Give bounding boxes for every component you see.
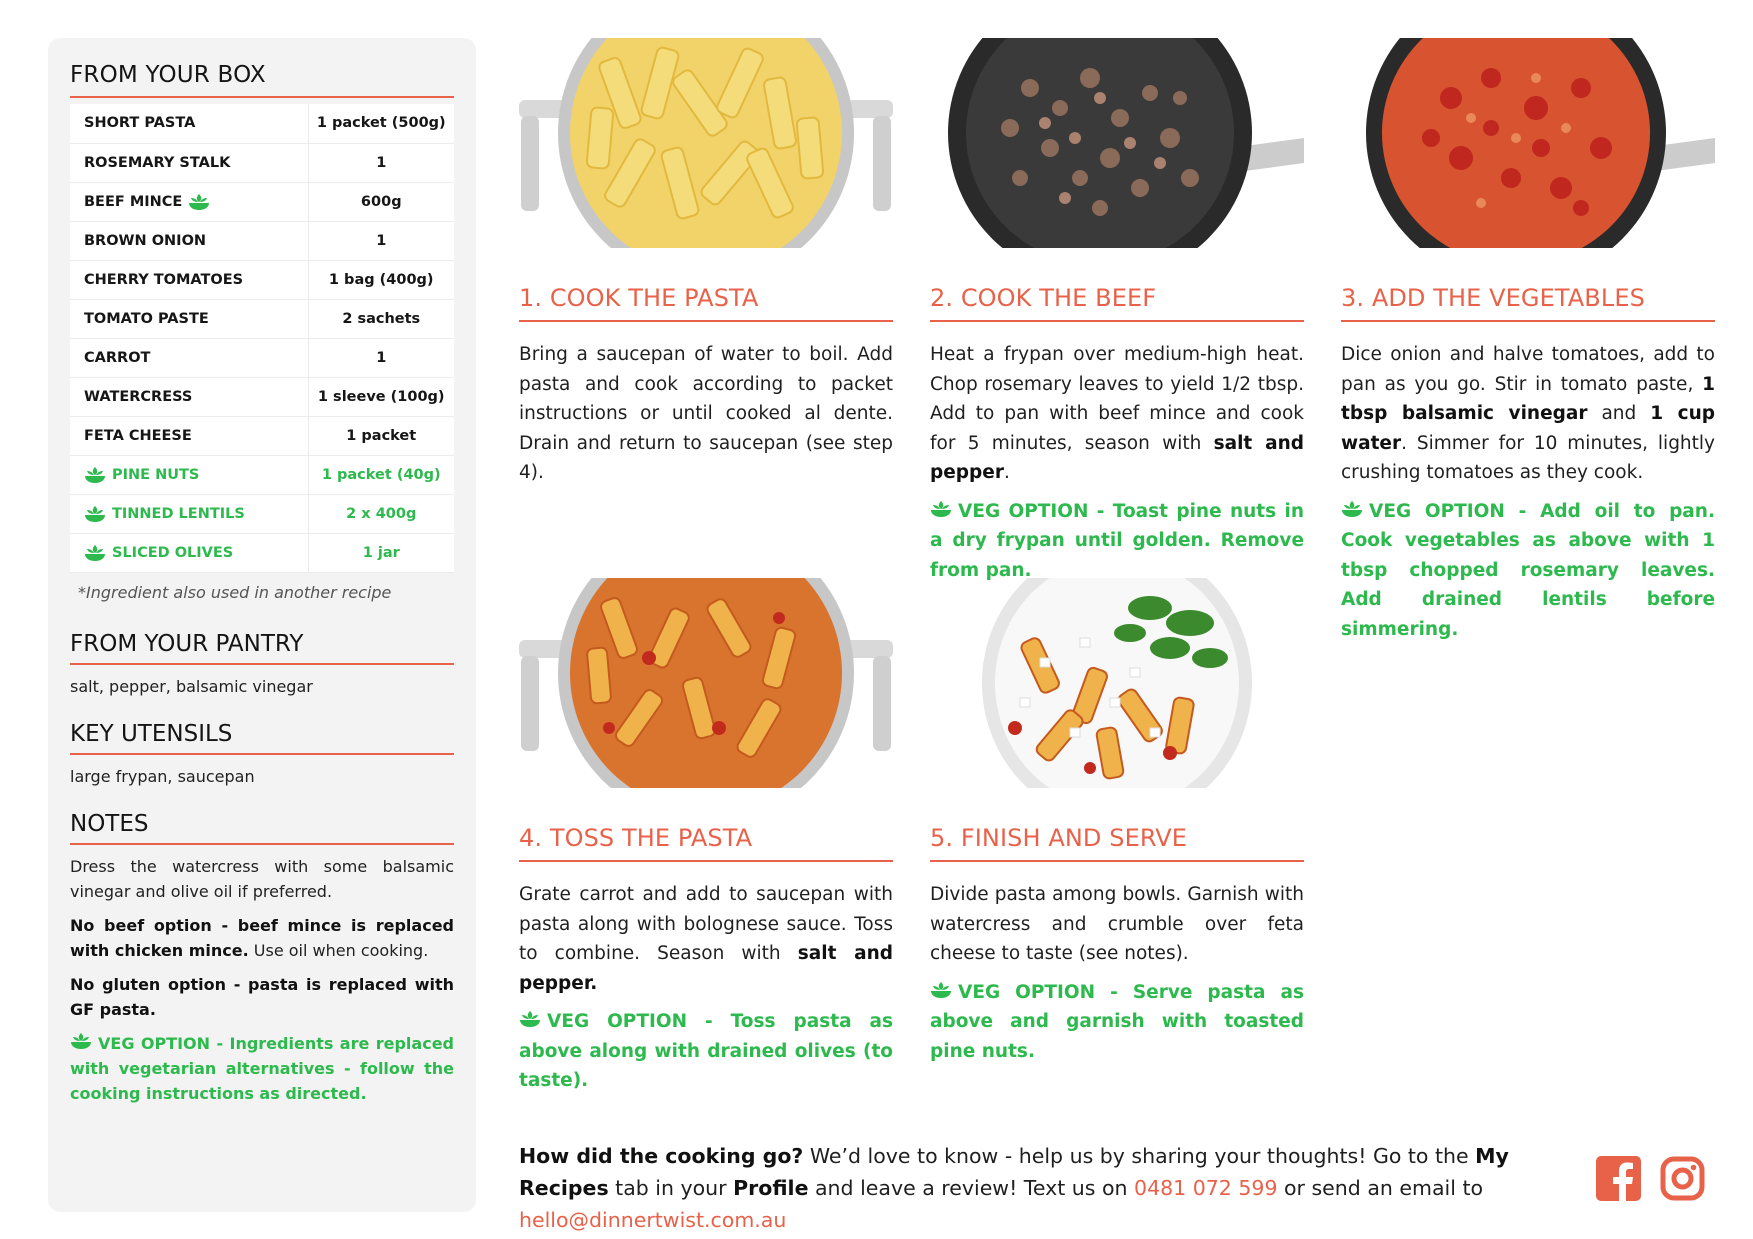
ingredient-name-cell	[70, 260, 308, 299]
note-no-gluten	[70, 972, 454, 1022]
step-image	[519, 38, 893, 248]
ingredient-name-cell	[70, 338, 308, 377]
my-recipes-tab-name: My Recipes	[519, 1144, 1509, 1200]
profile-name: Profile	[733, 1176, 809, 1200]
ingredient-name: ROSEMARY STALK	[84, 154, 231, 171]
ingredient-row	[70, 182, 454, 221]
note-veg-option	[70, 1031, 454, 1106]
step-body-bold: 1 tbsp balsamic vinegar	[1341, 373, 1715, 424]
ingredients-table	[70, 104, 454, 573]
feedback-text-2: tab in your	[608, 1176, 734, 1200]
step-2	[930, 38, 1304, 585]
ingredient-row	[70, 104, 454, 143]
ingredient-row	[70, 338, 454, 377]
step-body-text: Bring a saucepan of water to boil. Add pasta and cook according to packet instructions or until cooked al dente. Drain and return to saucepan (see step 4).	[519, 344, 893, 483]
step-body-text: and	[1587, 403, 1651, 424]
frypan-tomato-sauce-image	[1341, 38, 1715, 248]
step-body	[519, 880, 893, 998]
ingredient-name: TOMATO PASTE	[84, 310, 209, 327]
from-your-pantry-title: FROM YOUR PANTRY	[70, 631, 454, 665]
ingredient-name: TINNED LENTILS	[112, 505, 245, 522]
ingredients-panel	[48, 38, 476, 1212]
veg-bowl-icon	[519, 1009, 541, 1029]
ingredient-row	[70, 494, 454, 533]
step-title: 5. FINISH AND SERVE	[930, 824, 1304, 862]
step-1	[519, 38, 893, 488]
ingredient-qty: 2 x 400g	[308, 494, 454, 533]
step-body	[1341, 340, 1715, 488]
ingredient-qty: 1 packet (500g)	[308, 104, 454, 143]
step-4	[519, 578, 893, 1096]
ingredient-name-cell	[70, 221, 308, 260]
ingredient-name-cell	[70, 416, 308, 455]
ingredient-name-cell	[70, 455, 308, 494]
frypan-beef-mince-image	[930, 38, 1304, 248]
ingredient-row	[70, 143, 454, 182]
note-no-beef-rest: Use oil when cooking.	[248, 940, 429, 960]
ingredient-row	[70, 377, 454, 416]
step-body-bold: 1 cup water	[1341, 403, 1715, 454]
veg-bowl-icon	[84, 465, 106, 485]
note-no-beef-bold: No beef option - beef mince is replaced with chicken mince.	[70, 915, 454, 960]
ingredient-row	[70, 299, 454, 338]
ingredient-name-cell	[70, 104, 308, 143]
step-3	[1341, 38, 1715, 644]
ingredient-row	[70, 260, 454, 299]
veg-bowl-icon	[930, 499, 952, 519]
ingredient-name-cell	[70, 533, 308, 572]
bowl-served-pasta-image	[930, 578, 1304, 788]
step-image	[930, 578, 1304, 788]
ingredient-row	[70, 221, 454, 260]
step-body-text: . Simmer for 10 minutes, lightly crushing tomatoes as they cook.	[1341, 432, 1715, 483]
ingredient-name-cell	[70, 299, 308, 338]
step-veg-option	[519, 1007, 893, 1096]
ingredient-footnote: *Ingredient also used in another recipe	[78, 582, 392, 602]
utensils-list: large frypan, saucepan	[70, 766, 255, 786]
ingredient-name: SHORT PASTA	[84, 115, 196, 132]
email-link[interactable]: hello@dinnertwist.com.au	[519, 1208, 787, 1232]
note-veg-text: VEG OPTION - Ingredients are replaced with vegetarian alternatives - follow the cooking instructions as directed.	[70, 1033, 454, 1103]
ingredient-qty: 2 sachets	[308, 299, 454, 338]
step-body-text: Divide pasta among bowls. Garnish with watercress and crumble over feta cheese to taste (see notes).	[930, 884, 1304, 964]
key-utensils-title: KEY UTENSILS	[70, 721, 454, 755]
note-no-gluten-bold: No gluten option - pasta is replaced with GF pasta.	[70, 974, 454, 1019]
instagram-icon	[1660, 1156, 1705, 1201]
step-veg-text: VEG OPTION - Toss pasta as above along with drained olives (to taste).	[519, 1011, 893, 1091]
step-veg-text: VEG OPTION - Serve pasta as above and garnish with toasted pine nuts.	[930, 981, 1304, 1062]
step-body	[930, 880, 1304, 969]
ingredient-row	[70, 533, 454, 572]
notes-title: NOTES	[70, 811, 454, 845]
feedback-text-4: or send an email to	[1277, 1176, 1484, 1200]
ingredient-name: FETA CHEESE	[84, 427, 192, 444]
phone-link[interactable]: 0481 072 599	[1134, 1176, 1278, 1200]
ingredient-qty: 1 bag (400g)	[308, 260, 454, 299]
step-veg-option	[930, 978, 1304, 1067]
step-body	[930, 340, 1304, 488]
ingredient-name-cell	[70, 182, 308, 221]
feedback-question: How did the cooking go?	[519, 1144, 804, 1168]
veg-bowl-icon	[70, 1031, 92, 1051]
pantry-items: salt, pepper, balsamic vinegar	[70, 676, 313, 696]
ingredient-qty: 1	[308, 338, 454, 377]
ingredient-qty: 1 sleeve (100g)	[308, 377, 454, 416]
ingredient-qty: 600g	[308, 182, 454, 221]
step-title: 1. COOK THE PASTA	[519, 284, 893, 322]
veg-bowl-icon	[84, 504, 106, 524]
feedback-text-3: and leave a review! Text us on	[808, 1176, 1135, 1200]
veg-bowl-icon	[1341, 499, 1363, 519]
ingredient-row	[70, 416, 454, 455]
ingredient-name: SLICED OLIVES	[112, 544, 234, 561]
step-image	[930, 38, 1304, 248]
step-veg-option	[930, 497, 1304, 586]
step-body-text: .	[1003, 462, 1010, 483]
ingredient-name-cell	[70, 377, 308, 416]
step-veg-option	[1341, 497, 1715, 645]
step-body-bold: salt and pepper.	[519, 943, 893, 994]
ingredient-name: CARROT	[84, 349, 151, 366]
step-title: 2. COOK THE BEEF	[930, 284, 1304, 322]
step-body-text: Dice onion and halve tomatoes, add to pan as you go. Stir in tomato paste,	[1341, 344, 1715, 395]
note-watercress: Dress the watercress with some balsamic vinegar and olive oil if preferred.	[70, 856, 454, 901]
veg-bowl-icon	[188, 192, 210, 212]
note-no-beef	[70, 913, 454, 963]
feedback-text-1: We’d love to know - help us by sharing your thoughts! Go to the	[803, 1144, 1476, 1168]
ingredient-name: PINE NUTS	[112, 466, 200, 483]
step-5	[930, 578, 1304, 1066]
facebook-link[interactable]	[1596, 1156, 1641, 1205]
saucepan-bolognese-pasta-image	[519, 578, 893, 788]
ingredient-name-cell	[70, 143, 308, 182]
ingredient-name-cell	[70, 494, 308, 533]
step-title: 4. TOSS THE PASTA	[519, 824, 893, 862]
veg-bowl-icon	[84, 543, 106, 563]
step-veg-text: VEG OPTION - Toast pine nuts in a dry frypan until golden. Remove from pan.	[930, 500, 1304, 581]
step-body-bold: salt and pepper	[930, 432, 1304, 483]
ingredient-name: CHERRY TOMATOES	[84, 271, 244, 288]
instagram-link[interactable]	[1660, 1156, 1705, 1205]
from-your-box-title: FROM YOUR BOX	[70, 62, 454, 98]
step-body-text: Grate carrot and add to saucepan with pasta along with bolognese sauce. Toss to combine. Season with	[519, 884, 893, 964]
step-image	[1341, 38, 1715, 248]
ingredient-qty: 1 jar	[308, 533, 454, 572]
step-body-text: Heat a frypan over medium-high heat. Chop rosemary leaves to yield 1/2 tbsp. Add to pan with beef mince and cook for 5 minutes, season with	[930, 344, 1304, 454]
ingredient-qty: 1	[308, 221, 454, 260]
veg-bowl-icon	[930, 980, 952, 1000]
ingredient-name: BEEF MINCE	[84, 193, 183, 210]
ingredient-name: BROWN ONION	[84, 232, 207, 249]
ingredient-qty: 1 packet	[308, 416, 454, 455]
step-body	[519, 340, 893, 488]
ingredient-qty: 1	[308, 143, 454, 182]
facebook-icon	[1596, 1156, 1641, 1201]
ingredient-qty: 1 packet (40g)	[308, 455, 454, 494]
step-veg-text: VEG OPTION - Add oil to pan. Cook vegetables as above with 1 tbsp chopped rosemary leaves. Add drained lentils before simmering.	[1341, 500, 1715, 640]
step-image	[519, 578, 893, 788]
saucepan-raw-pasta-image	[519, 38, 893, 248]
ingredient-row	[70, 455, 454, 494]
feedback-footer	[519, 1140, 1579, 1236]
step-title: 3. ADD THE VEGETABLES	[1341, 284, 1715, 322]
ingredient-name: WATERCRESS	[84, 388, 193, 405]
